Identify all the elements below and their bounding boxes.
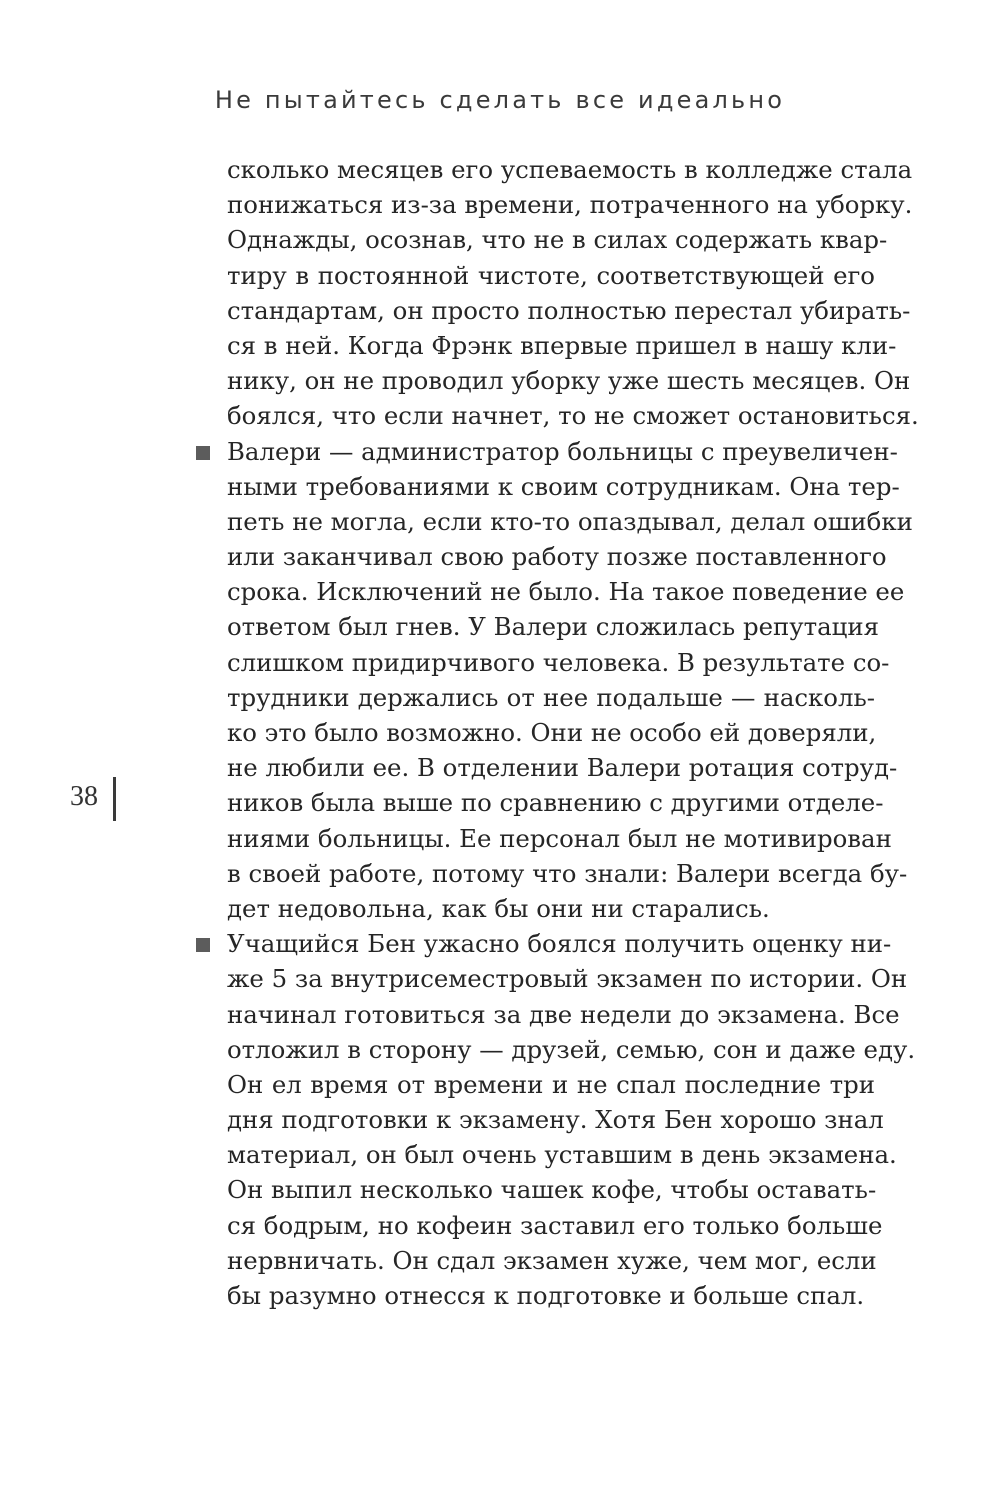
text-line: не любили ее. В отделении Валери ротация сотруд- <box>227 753 898 783</box>
text-line: Он выпил несколько чашек кофе, чтобы оставать- <box>227 1175 877 1205</box>
body-text <box>227 152 919 1313</box>
text-line: материал, он был очень уставшим в день экзамена. <box>227 1140 897 1170</box>
text-line: Он ел время от времени и не спал последние три <box>227 1069 875 1099</box>
text-line: понижаться из-за времени, потраченного на уборку. <box>227 190 913 220</box>
square-bullet-icon <box>196 446 210 460</box>
text-line: сколько месяцев его успеваемость в колледже стала <box>227 155 913 184</box>
text-line: трудники держались от нее подальше — насколь- <box>227 682 875 712</box>
text-line: Учащийся Бен ужасно боялся получить оценку ни- <box>227 929 892 959</box>
text-line: дет недовольна, как бы они ни старались. <box>227 893 770 923</box>
text-line: боялся, что если начнет, то не сможет остановиться. <box>227 401 919 431</box>
bullet-item-ben <box>227 926 916 1313</box>
text-line: бы разумно отнесся к подготовке и больше спал. <box>227 1281 865 1310</box>
text-line: тиру в постоянной чистоте, соответствующей его <box>227 260 875 290</box>
text-line: начинал готовиться за две недели до экзамена. Все <box>227 999 900 1029</box>
running-header: Не пытайтесь сделать все идеально <box>214 86 786 114</box>
text-line: срока. Исключений не было. На такое поведение ее <box>227 577 905 607</box>
text-line: нервничать. Он сдал экзамен хуже, чем мог, если <box>227 1245 877 1275</box>
text-line: в своей работе, потому что знали: Валери всегда бу- <box>227 858 908 888</box>
text-line: стандартам, он просто полностью перестал убирать- <box>227 295 911 325</box>
text-line: Однажды, осознав, что не в силах содержать квар- <box>227 225 888 255</box>
text-line: петь не могла, если кто-то опаздывал, делал ошибки <box>227 506 913 536</box>
text-line: ко это было возможно. Они не особо ей доверяли, <box>227 718 877 747</box>
bullet-first-line <box>227 434 898 469</box>
text-line: ными требованиями к своим сотрудникам. Она тер- <box>227 471 900 501</box>
text-line: слишком придирчивого человека. В результате со- <box>227 647 890 677</box>
text-line: нику, он не проводил уборку уже шесть месяцев. Он <box>227 366 911 396</box>
text-line: ниями больницы. Ее персонал был не мотивирован <box>227 823 892 853</box>
text-line: ответом был гнев. У Валери сложилась репутация <box>227 612 879 642</box>
text-line: ся бодрым, но кофеин заставил его только больше <box>227 1210 883 1240</box>
bullet-first-line <box>227 926 892 961</box>
page-number: 38 <box>70 781 98 812</box>
text-line: отложил в сторону — друзей, семью, сон и даже еду. <box>227 1034 916 1064</box>
continuation-paragraph <box>227 152 919 434</box>
text-line: дня подготовки к экзамену. Хотя Бен хорошо знал <box>227 1105 884 1135</box>
text-line: или заканчивал свою работу позже поставленного <box>227 542 887 572</box>
page-number-rule <box>113 777 116 821</box>
text-line: же 5 за внутрисеместровый экзамен по истории. Он <box>227 964 908 994</box>
text-line: ников была выше по сравнению с другими отделе- <box>227 788 884 818</box>
square-bullet-icon <box>196 938 210 952</box>
bullet-item-valerie <box>227 434 913 927</box>
text-line: Валери — администратор больницы с преувеличен- <box>227 436 898 466</box>
text-line: ся в ней. Когда Фрэнк впервые пришел в нашу кли- <box>227 330 897 360</box>
